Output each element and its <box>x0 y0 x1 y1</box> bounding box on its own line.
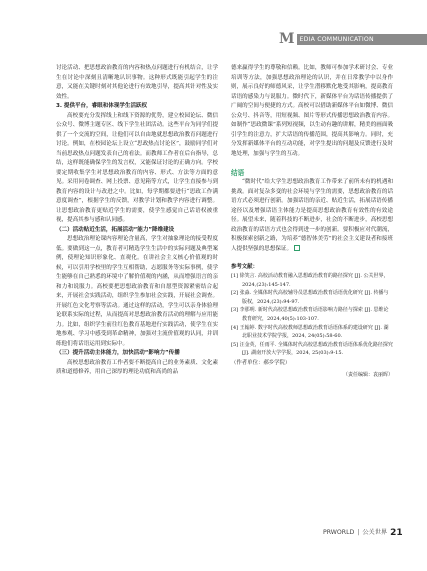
paragraph: 德来赢得学生的尊敬和信赖。比如，教师可参加学术研讨会、专业培训等方法，加强思想政治理论的认识，并在日常教学中以身作则，展示良好的师德风采，让学生潜移默化地受其影响，提高教育话语的感染力与说服力。微时代下，新媒体平台为话语传播提供了广阔的空间与便捷的方式。高校可以借助新媒体平台如微博、微信公众号、抖音等，用短视频、图片等形式传播思想政治教育内容。如制作“思政微课”系列短视频，以生动有趣的讲解，精美的画面吸引学生的注意力，扩大话语的传播范围，提高其影响力。同时，充分发挥新媒体平台的互动功能，对学生提出的问题及反馈进行及时地处理，加强与学生的互动。 <box>231 65 393 157</box>
reference-item: [2] 张淼. 全媒体时代高校辅导员思想政治教育话语优化研究 [J]. 传播与版权，2024,(23):94-97. <box>231 290 389 305</box>
page-number: 21 <box>390 528 403 538</box>
reference-item: [1] 徐笑言. 高校活动教育融入思想政治教育的路径探究 [J]. 公关世界，2024,(23):145-147. <box>231 273 389 288</box>
left-column <box>56 64 218 378</box>
magazine-name-en: PRWORLD <box>323 529 355 536</box>
paragraph: 讨论活动、把思想政治教育的内容和热点问题进行有机结合，让学生在讨论中深刻且清晰地认识事物。这种形式既能引起学生的注意，又能在关键时刻对其他论进行有效地引导，提高其针对性及实效性。 <box>56 65 218 100</box>
reference-item: [4] 王翰婷. 数字时代高校教师思想政治教育话语体系的建设研究 [J]. 湖北职业技术学院学报，2024, 24(05):58-60. <box>231 324 389 340</box>
paragraph: 思想政治理论课内容理论含量高，学生对抽象理论的接受程度低。要做到这一点，教育者可精选学生生活中的实际问题及典型案例，使理论知识形象化、直观化。在讲社会主义核心价值观的时候，可以引用学校里的学生互相帮助，志愿服务等实际事例，使学生能够在自己熟悉的环境中了解价值观的内涵，从而增强语言的亲和力和说服力。高校要把思想政治教育和自愿型资源紧密结合起来，开展社会实践活动，组织学生参加社会实践，开展社会调查。开展红色文化考察等活动。通过这样的活动，学生可以亲身体验理论联系实际的过程，从而提高对思想政治教育活动的理解与应用能力。比如，组织学生前往红色教育基地进行实践活动，使学生在实地参观、学习中感受到革命精神，加强对主流价值观的认同，并训练他们将话语运用到实际中。 <box>56 236 218 347</box>
references-title: 参考文献： <box>231 264 258 270</box>
end-mark-icon <box>294 245 300 251</box>
page-footer <box>323 527 403 539</box>
subsection-heading: （二）活动贴近生活，拓展活动“能力”降维建设 <box>56 226 175 233</box>
section-header <box>279 32 427 46</box>
conclusion-text: “微时代”给大学生思想政治教育工作带来了前所未有的机遇和挑战。面对复杂多变的社会环境与学生的需要，思想政治教育的话语方式必须进行创新。加强话语的亲近、贴近生活，拓展话语传播途径以及增强话语主体能力是提高思想政治教育有效性的有效途径。展望未来，随着科技的不断进步，社会的不断进步，高校思想政治教育的话语方式也会得到进一步的创新。要积极应对代潮流，积极探索创新之路，为培养“德智体美劳”的社会主义建设者和接班人提供坚强的思想保证。 <box>231 179 393 252</box>
reference-item: [3] 李那明. 新时代高校思想政治教育话语影响力路径与探索 [J]. 思维论教育研究，2024,40(5):103-107. <box>231 307 389 322</box>
right-column <box>231 64 393 379</box>
paragraph: 高校思想政治教育工作者要不断提高自己的业务素质、文化素质和道德修养，用自己深厚的理论功底和高尚的品 <box>56 359 218 375</box>
subsection-heading: （三）提升活动主体能力，加快活动“影响力”传播 <box>56 350 180 356</box>
responsible-editor: （责任编辑：袁丽晖） <box>342 371 393 378</box>
references <box>231 263 393 379</box>
conclusion-heading: 结语 <box>231 169 245 177</box>
author-affiliation: （作者单位：郝乡学院） <box>231 359 291 366</box>
reference-item: [5] 汪金英，任雨平. 全媒体时代高校思想政治教育话语体系优化路径探究 [J]. 湖南开放大学学报，2024, 25(03):9-15. <box>231 341 393 357</box>
footer-separator: | <box>357 529 360 536</box>
header-label: EDIA COMMUNICATION <box>297 34 427 45</box>
paragraph: 高校要充分发挥线上和线下资源的优势，建立校园论坛、微信公众号、微博主题专区、线下学生社团活动。这些平台为同学们提供了一个交流的空间，让他们可以自由地就思想政治教育问题进行讨论。例如，在校园论坛上设立“思政热点讨论区”，鼓励同学们对当前思政热点问题发表自己的看法。而教师工作者在后台指导，总结，这样既能确保学生的发言权，又能保证讨论的正确方向。学校要定期收集学生对思想政治教育的内容、形式、方法等方面的意见。采用问卷调查、网上投票、意见箱等方式，让学生直接参与到教育内容的设计与改进之中。比如，每学期都要进行“思政工作满意度调查”，根据学生的反馈，对教学计划和教学内容进行调整。让思想政治教育更贴近学生的需要，使学生感觉自己话语权被重视，提高其参与感和认同感。 <box>56 112 218 223</box>
magazine-name-cn: 公关世界 <box>362 529 388 536</box>
paragraph <box>231 178 393 254</box>
subsection-heading: 3. 提供平台，睿眼和体现学生活跃权 <box>56 103 148 109</box>
header-letter: M <box>279 31 295 47</box>
